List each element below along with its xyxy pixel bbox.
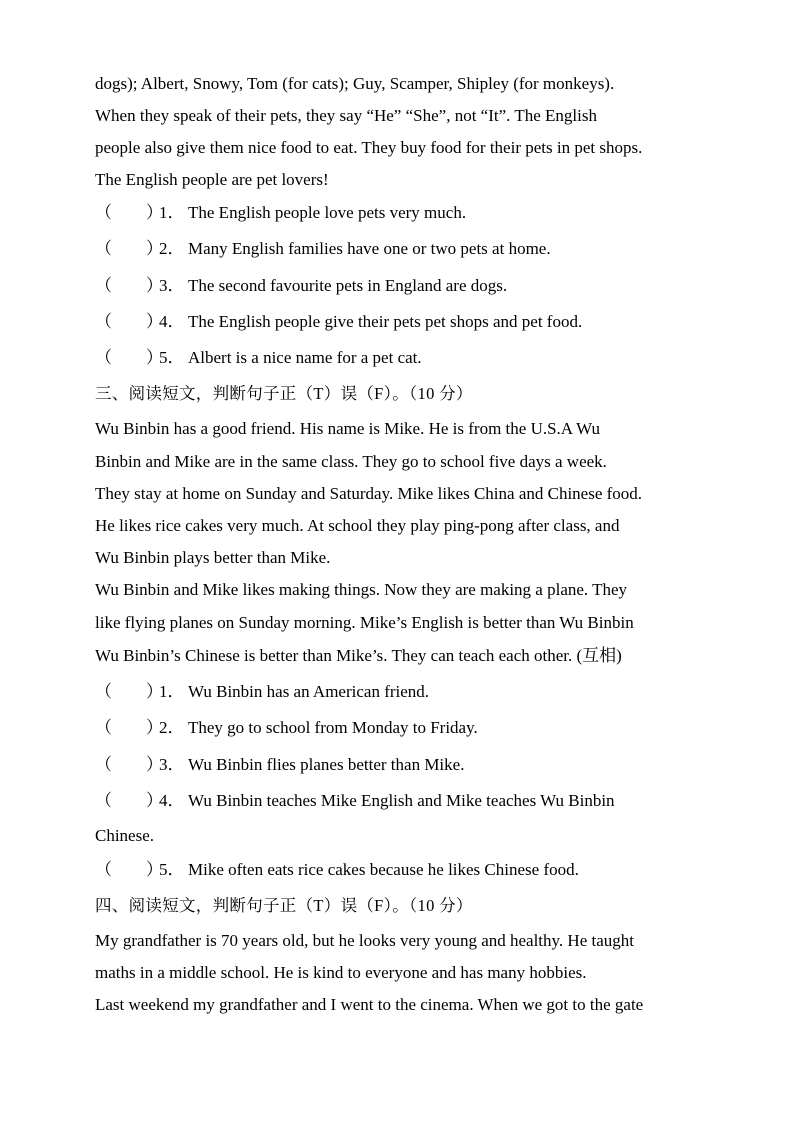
question-number: 5． bbox=[159, 348, 185, 367]
passage-line: The English people are pet lovers! bbox=[95, 170, 329, 189]
passage-line: people also give them nice food to eat. They buy food for their pets in pet shops. bbox=[95, 138, 643, 157]
passage-line: My grandfather is 70 years old, but he looks very young and healthy. He taught bbox=[95, 931, 634, 950]
question-text: Many English families have one or two pets at home. bbox=[188, 239, 551, 258]
question-item bbox=[95, 276, 507, 296]
question-number: 2． bbox=[159, 239, 185, 258]
question-text: Wu Binbin has an American friend. bbox=[188, 682, 430, 701]
answer-blank: （ ） bbox=[95, 203, 163, 222]
passage-line: Last weekend my grandfather and I went to the cinema. When we got to the gate bbox=[95, 995, 644, 1014]
question-number: 4． bbox=[159, 312, 185, 331]
passage-line: Wu Binbin and Mike likes making things. Now they are making a plane. They bbox=[95, 580, 628, 599]
answer-blank: （ ） bbox=[95, 312, 163, 331]
passage-line: dogs); Albert, Snowy, Tom (for cats); Guy, Scamper, Shipley (for monkeys). bbox=[95, 74, 615, 93]
answer-blank: （ ） bbox=[95, 682, 163, 701]
question-number: 3． bbox=[159, 755, 185, 774]
question-item bbox=[95, 348, 422, 368]
answer-blank: （ ） bbox=[95, 860, 163, 879]
question-text: The English people give their pets pet shops and pet food. bbox=[188, 312, 583, 331]
answer-blank: （ ） bbox=[95, 791, 163, 810]
question-number: 5． bbox=[159, 860, 185, 879]
passage-line: Wu Binbin plays better than Mike. bbox=[95, 548, 331, 567]
question-item bbox=[95, 860, 579, 880]
question-text: Wu Binbin flies planes better than Mike. bbox=[188, 755, 465, 774]
answer-blank: （ ） bbox=[95, 718, 163, 737]
answer-blank: （ ） bbox=[95, 755, 163, 774]
section-heading: 四、阅读短文，判断句子正（T）误（F）。（10 分） bbox=[95, 896, 473, 915]
passage-line: Wu Binbin’s Chinese is better than Mike’s. They can teach each other. (互相) bbox=[95, 646, 622, 665]
question-number: 1． bbox=[159, 203, 185, 222]
question-text: The second favourite pets in England are dogs. bbox=[188, 276, 508, 295]
question-text: Wu Binbin teaches Mike English and Mike teaches Wu Binbin bbox=[188, 791, 615, 810]
passage-line: He likes rice cakes very much. At school they play ping-pong after class, and bbox=[95, 516, 620, 535]
passage-line: like flying planes on Sunday morning. Mike’s English is better than Wu Binbin bbox=[95, 613, 634, 632]
question-text: Albert is a nice name for a pet cat. bbox=[188, 348, 422, 367]
question-item bbox=[95, 312, 582, 332]
question-text: Mike often eats rice cakes because he likes Chinese food. bbox=[188, 860, 579, 879]
passage-line: When they speak of their pets, they say “He” “She”, not “It”. The English bbox=[95, 106, 597, 125]
question-text: The English people love pets very much. bbox=[188, 203, 467, 222]
question-number: 1． bbox=[159, 682, 185, 701]
question-text-continuation: Chinese. bbox=[95, 826, 155, 845]
passage-line: Wu Binbin has a good friend. His name is Mike. He is from the U.S.A Wu bbox=[95, 419, 600, 438]
question-item bbox=[95, 791, 615, 811]
question-item bbox=[95, 239, 551, 259]
question-text: They go to school from Monday to Friday. bbox=[188, 718, 478, 737]
question-item bbox=[95, 203, 466, 223]
question-item bbox=[95, 718, 478, 738]
question-item bbox=[95, 755, 464, 775]
passage-line: maths in a middle school. He is kind to everyone and has many hobbies. bbox=[95, 963, 587, 982]
question-number: 2． bbox=[159, 718, 185, 737]
question-item bbox=[95, 682, 429, 702]
question-number: 4． bbox=[159, 791, 185, 810]
passage-line: Binbin and Mike are in the same class. They go to school five days a week. bbox=[95, 452, 607, 471]
answer-blank: （ ） bbox=[95, 239, 163, 258]
answer-blank: （ ） bbox=[95, 348, 163, 367]
answer-blank: （ ） bbox=[95, 276, 163, 295]
passage-line: They stay at home on Sunday and Saturday. Mike likes China and Chinese food. bbox=[95, 484, 643, 503]
section-heading: 三、阅读短文，判断句子正（T）误（F）。（10 分） bbox=[95, 384, 473, 403]
question-number: 3． bbox=[159, 276, 185, 295]
